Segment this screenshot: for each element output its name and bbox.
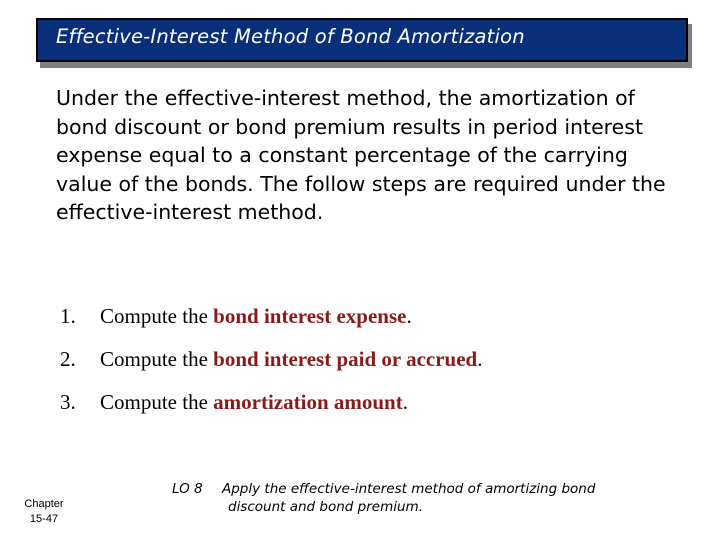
step-highlight: bond interest expense xyxy=(213,304,407,328)
lo-text-line-1: Apply the effective-interest method of amortizing bond xyxy=(222,481,596,497)
step-highlight: bond interest paid or accrued xyxy=(213,347,478,371)
intro-paragraph: Under the effective-interest method, the amortization of bond discount or bond premium results in period interest expense equal to a constant percentage of the carrying value of the bonds. The follow steps are required under the effective-interest method. xyxy=(56,86,666,225)
learning-objective xyxy=(172,480,595,516)
step-highlight: amortization amount xyxy=(213,390,403,414)
lo-tag: LO 8 xyxy=(172,481,203,497)
step-item-3 xyxy=(60,390,482,433)
step-number: 2. xyxy=(60,347,76,371)
title-bar xyxy=(36,18,688,62)
step-prefix: Compute the xyxy=(100,304,214,328)
step-number: 3. xyxy=(60,390,76,414)
chapter-reference xyxy=(20,497,68,527)
step-suffix: . xyxy=(406,304,412,328)
step-item-1 xyxy=(60,304,482,347)
step-suffix: . xyxy=(477,347,483,371)
slide-title: Effective-Interest Method of Bond Amortization xyxy=(56,25,525,48)
step-item-2 xyxy=(60,347,482,390)
chapter-label: Chapter xyxy=(24,498,64,510)
page-reference: 15-47 xyxy=(29,513,59,525)
step-prefix: Compute the xyxy=(100,390,214,414)
step-number: 1. xyxy=(60,304,76,328)
lo-text-line-2: discount and bond premium. xyxy=(228,499,423,515)
step-prefix: Compute the xyxy=(100,347,214,371)
steps-list xyxy=(60,304,482,433)
step-suffix: . xyxy=(402,390,408,414)
